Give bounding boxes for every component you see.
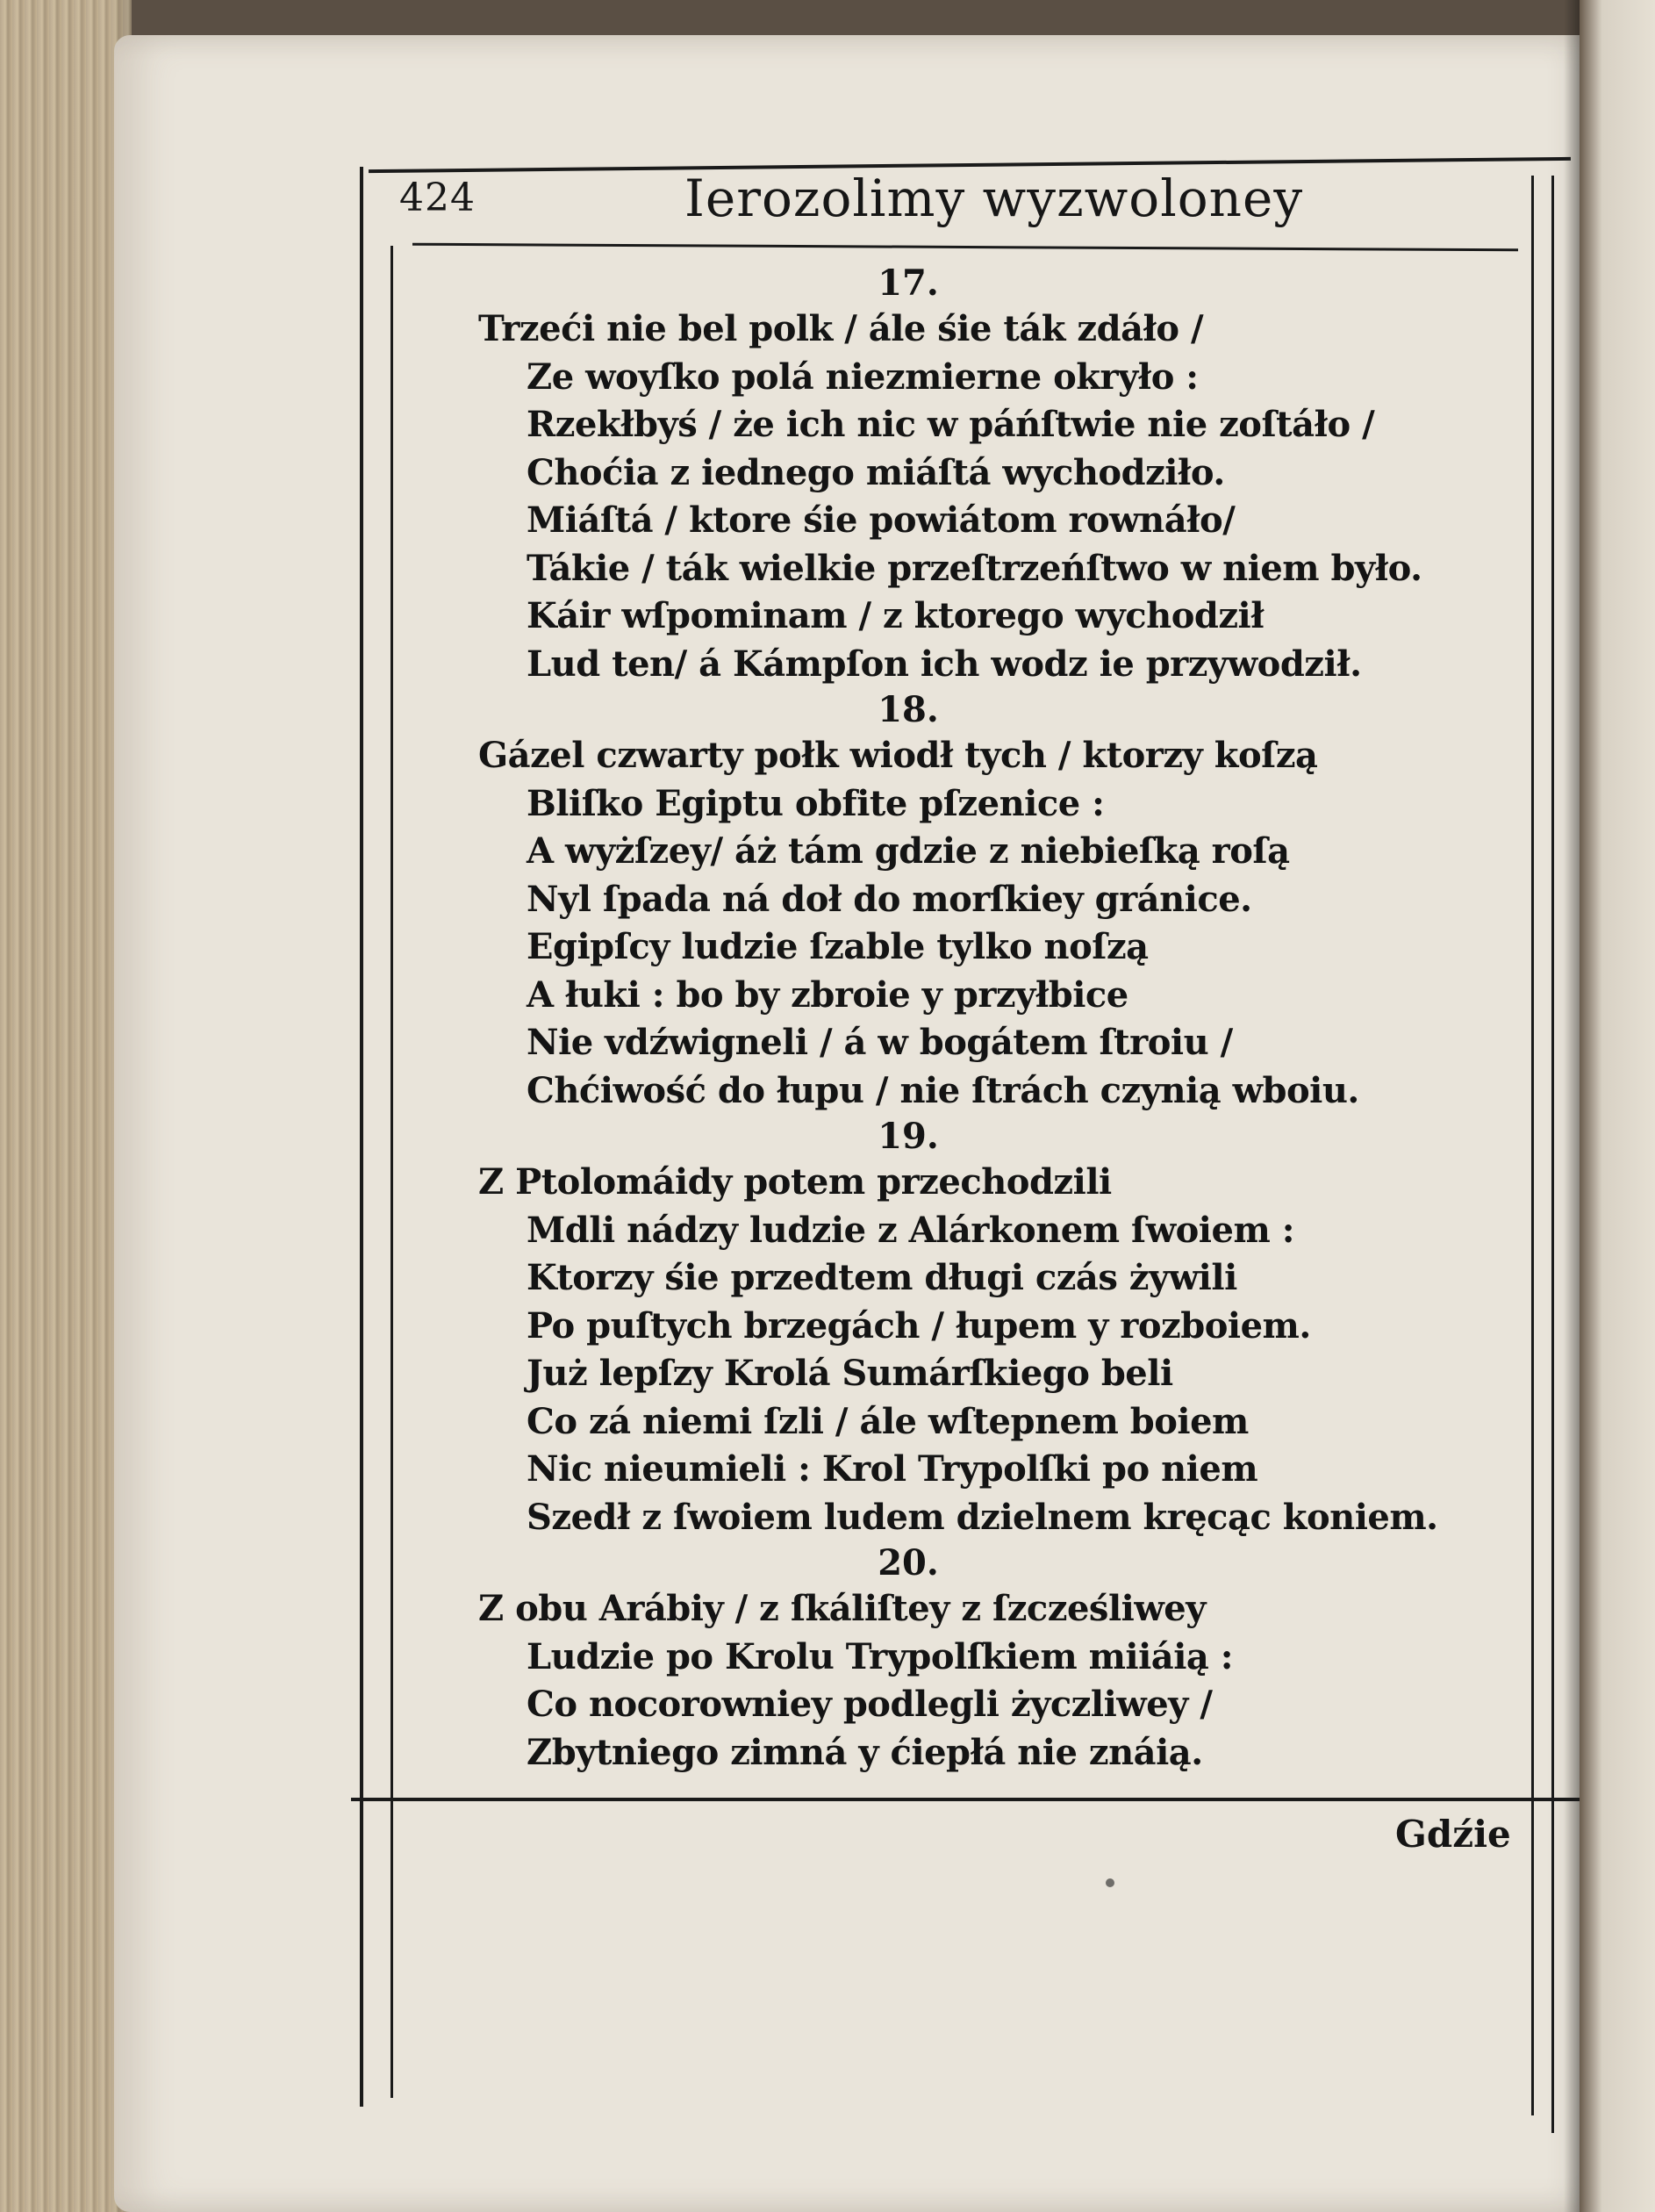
verse-line: A wyżſzey/ áż tám gdzie z niebieſką roſą [527,830,1290,872]
verse-line: Nie vdźwigneli / á w bogátem ſtroiu / [527,1022,1233,1063]
ink-smudge [1106,1878,1114,1887]
left-frame-rule-outer [360,167,363,2107]
verse-line: Egipſcy ludzie ſzable tylko noſzą [527,926,1149,967]
verse-line: Gázel czwarty połk wiodł tych / ktorzy koſzą [478,735,1318,776]
verse-line: Co zá niemi ſzli / ále wſtepnem boiem [527,1400,1249,1442]
verse-line: Ludzie po Krolu Trypolſkiem miiáią : [527,1635,1234,1677]
verse-text-block [478,262,1531,1777]
verse-line: Mdli nádzy ludzie z Alárkonem ſwoiem : [527,1209,1294,1251]
verse-line: Nyl ſpada ná doł do morſkiey gránice. [527,878,1252,920]
verse-line: Z Ptolomáidy potem przechodzili [478,1161,1112,1203]
verse-line: Rzekłbyś / że ich nic w páńſtwie nie zoſtáło / [527,404,1375,445]
right-frame-rule-outer [1551,176,1554,2133]
verse-line: Choćia z iednego miáſtá wychodziło. [527,451,1225,493]
verse-line: Ktorzy śie przedtem długi czás żywili [527,1257,1237,1298]
stanza-number: 19. [878,1116,939,1157]
bottom-rule [351,1798,1580,1801]
verse-line: Trzeći nie bel polk / ále śie ták zdáło / [478,308,1204,349]
verse-line: Nic nieumieli : Krol Trypolſki po niem [527,1448,1258,1490]
verse-line: Co nocorowniey podlegli życzliwey / [527,1684,1213,1725]
stanza [478,262,1531,688]
stanza [478,688,1531,1115]
stanza-number: 20. [878,1542,939,1584]
left-frame-rule-inner [390,246,393,2098]
running-head: Ierozolimy wyzwoloney [684,169,1304,228]
stanza [478,1541,1531,1777]
verse-line: Miáſtá / ktore śie powiátom rownáło/ [527,499,1236,541]
verse-line: Chćiwość do łupu / nie ſtrách czynią wboiu. [527,1069,1359,1111]
stanza [478,1115,1531,1541]
verse-line: Szedł z ſwoiem ludem dzielnem kręcąc koniem. [527,1496,1438,1538]
verse-line: Tákie / ták wielkie przeſtrzeńſtwo w niem było. [527,547,1422,589]
verse-line: Zbytniego zimná y ćiepłá nie znáią. [527,1731,1203,1773]
facing-page-edge [1580,0,1655,2212]
verse-line: Lud ten/ á Kámpſon ich wodz ie przywodził. [527,643,1362,685]
verse-line: A łuki : bo by zbroie y przyłbice [527,973,1128,1016]
right-frame-rule-inner [1531,176,1534,2115]
book-page-edges [0,0,132,2212]
verse-line: Bliſko Egiptu obfite pſzenice : [527,782,1105,824]
stanza-number: 17. [878,262,939,304]
verse-line: Po puſtych brzegách / łupem y rozboiem. [527,1304,1311,1347]
stanza-number: 18. [878,689,939,730]
verse-line: Z obu Arábiy / z ſkáliſtey z ſzcześliwey [478,1588,1206,1629]
page-number: 424 [399,176,476,220]
verse-line: Ze woyſko polá niezmierne okryło : [527,356,1199,398]
catchword: Gdźie [1395,1813,1511,1856]
verse-line: Káir wſpominam / z ktorego wychodził [527,595,1265,636]
verse-line: Już lepſzy Krolá Sumárſkiego beli [527,1353,1173,1394]
